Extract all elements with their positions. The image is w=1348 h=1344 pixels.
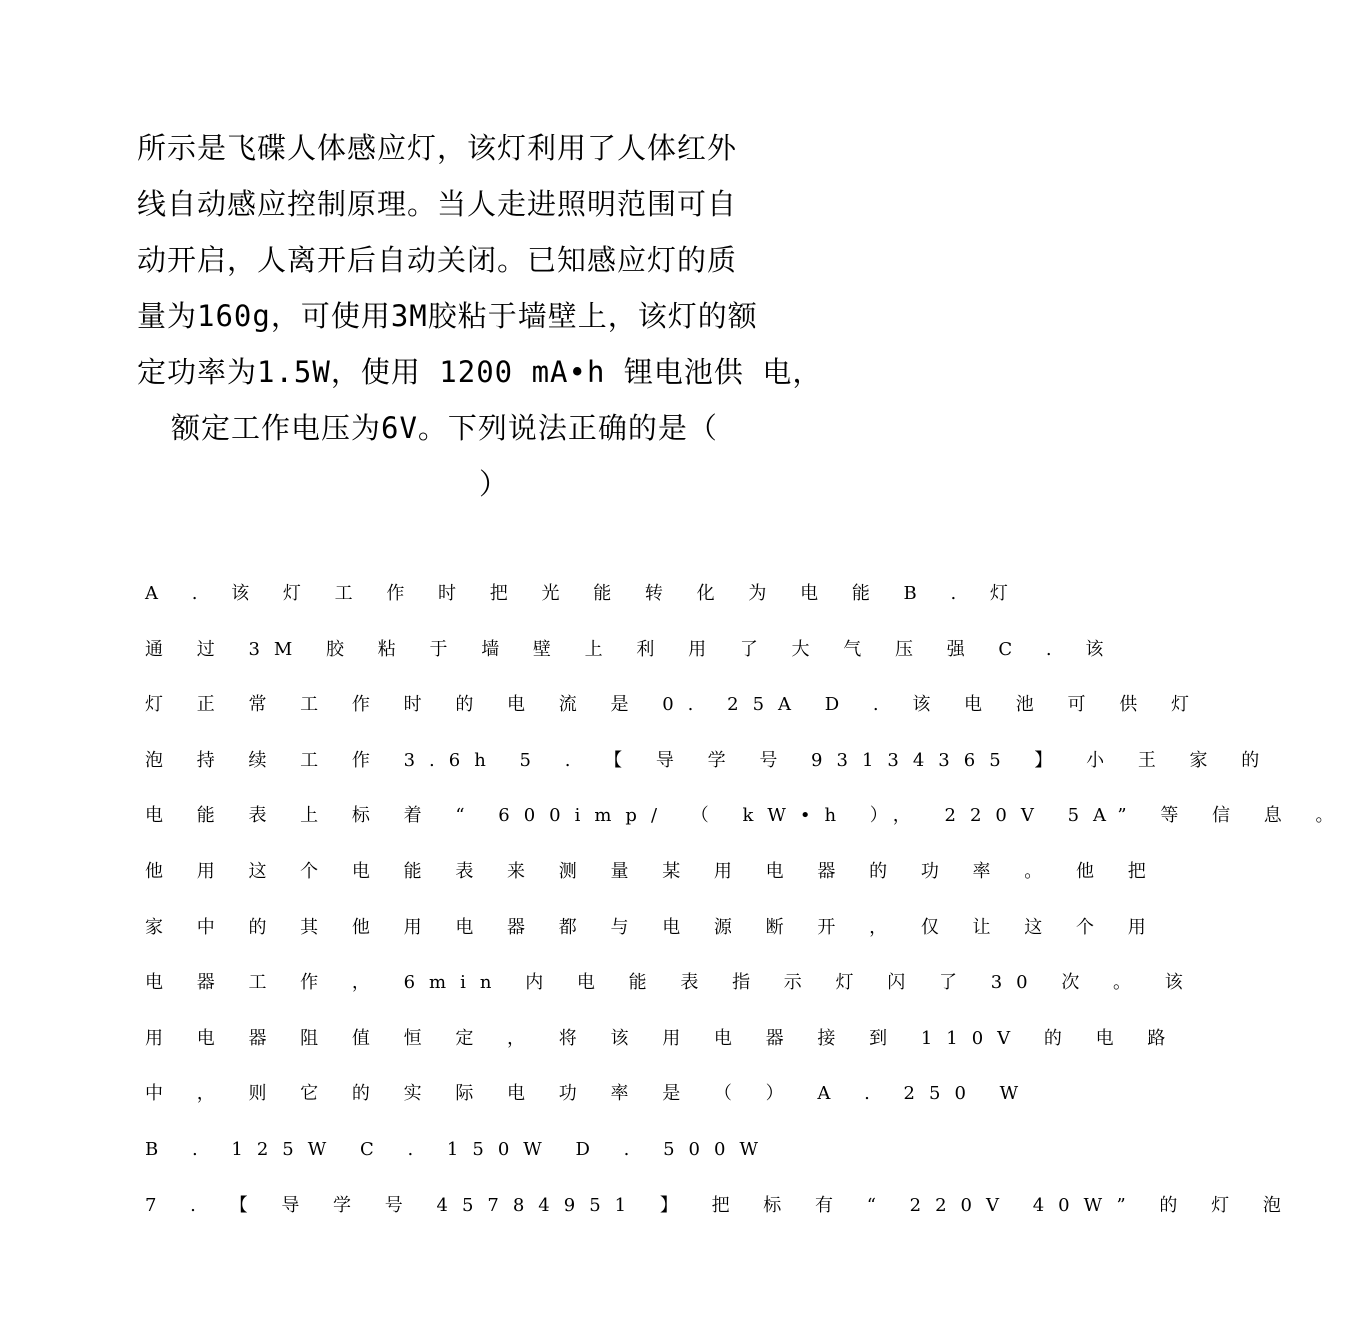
body-line: 用 电 器 阻 值 恒 定 ， 将 该 用 电 器 接 到 110V 的 电 路 xyxy=(145,1027,1180,1049)
body-line: 灯 正 常 工 作 时 的 电 流 是 0. 25A D . 该 电 池 可 供 灯 xyxy=(145,694,1203,716)
intro-line: 定功率为1.5W，使用 1200 mA•h 锂电池供 电， xyxy=(137,355,823,389)
body-line: 通 过 3M 胶 粘 于 墙 壁 上 利 用 了 大 气 压 强 C . 该 xyxy=(145,638,1118,660)
intro-line: 额定工作电压为6V。下列说法正确的是（ xyxy=(171,411,718,445)
intro-line-closing-paren: ） xyxy=(479,467,510,501)
body-line: 7 . 【 导 学 号 45784951 】 把 标 有 “ 220V 40W” 的 灯 泡 xyxy=(145,1194,1295,1216)
intro-line: 动开启，人离开后自动关闭。已知感应灯的质 xyxy=(137,243,738,277)
body-line: 他 用 这 个 电 能 表 来 测 量 某 用 电 器 的 功 率 。 他 把 xyxy=(145,860,1160,882)
options-and-next-questions xyxy=(145,566,1348,1233)
body-line: 电 能 表 上 标 着 “ 600imp/ （ kW•h ）， 220V 5A” 等 信 息 。 xyxy=(145,805,1348,827)
body-line: 电 器 工 作 ， 6min 内 电 能 表 指 示 灯 闪 了 30 次 。 该 xyxy=(145,972,1197,994)
intro-line: 所示是飞碟人体感应灯，该灯利用了人体红外 xyxy=(137,131,738,165)
body-line: 家 中 的 其 他 用 电 器 都 与 电 源 断 开 ， 仅 让 这 个 用 xyxy=(145,916,1160,938)
intro-line: 量为160g，可使用3M胶粘于墙壁上，该灯的额 xyxy=(137,299,758,333)
question-intro xyxy=(137,120,837,512)
body-line: B . 125W C . 150W D . 500W xyxy=(145,1138,772,1160)
body-line: A . 该 灯 工 作 时 把 光 能 转 化 为 电 能 B . 灯 xyxy=(145,583,1022,604)
intro-line: 线自动感应控制原理。当人走进照明范围可自 xyxy=(137,187,738,221)
body-line: 泡 持 续 工 作 3.6h 5 . 【 导 学 号 93134365 】 小 王 家 的 xyxy=(145,749,1274,771)
body-line: 中 ， 则 它 的 实 际 电 功 率 是 （ ） A . 250 W xyxy=(145,1083,1033,1105)
